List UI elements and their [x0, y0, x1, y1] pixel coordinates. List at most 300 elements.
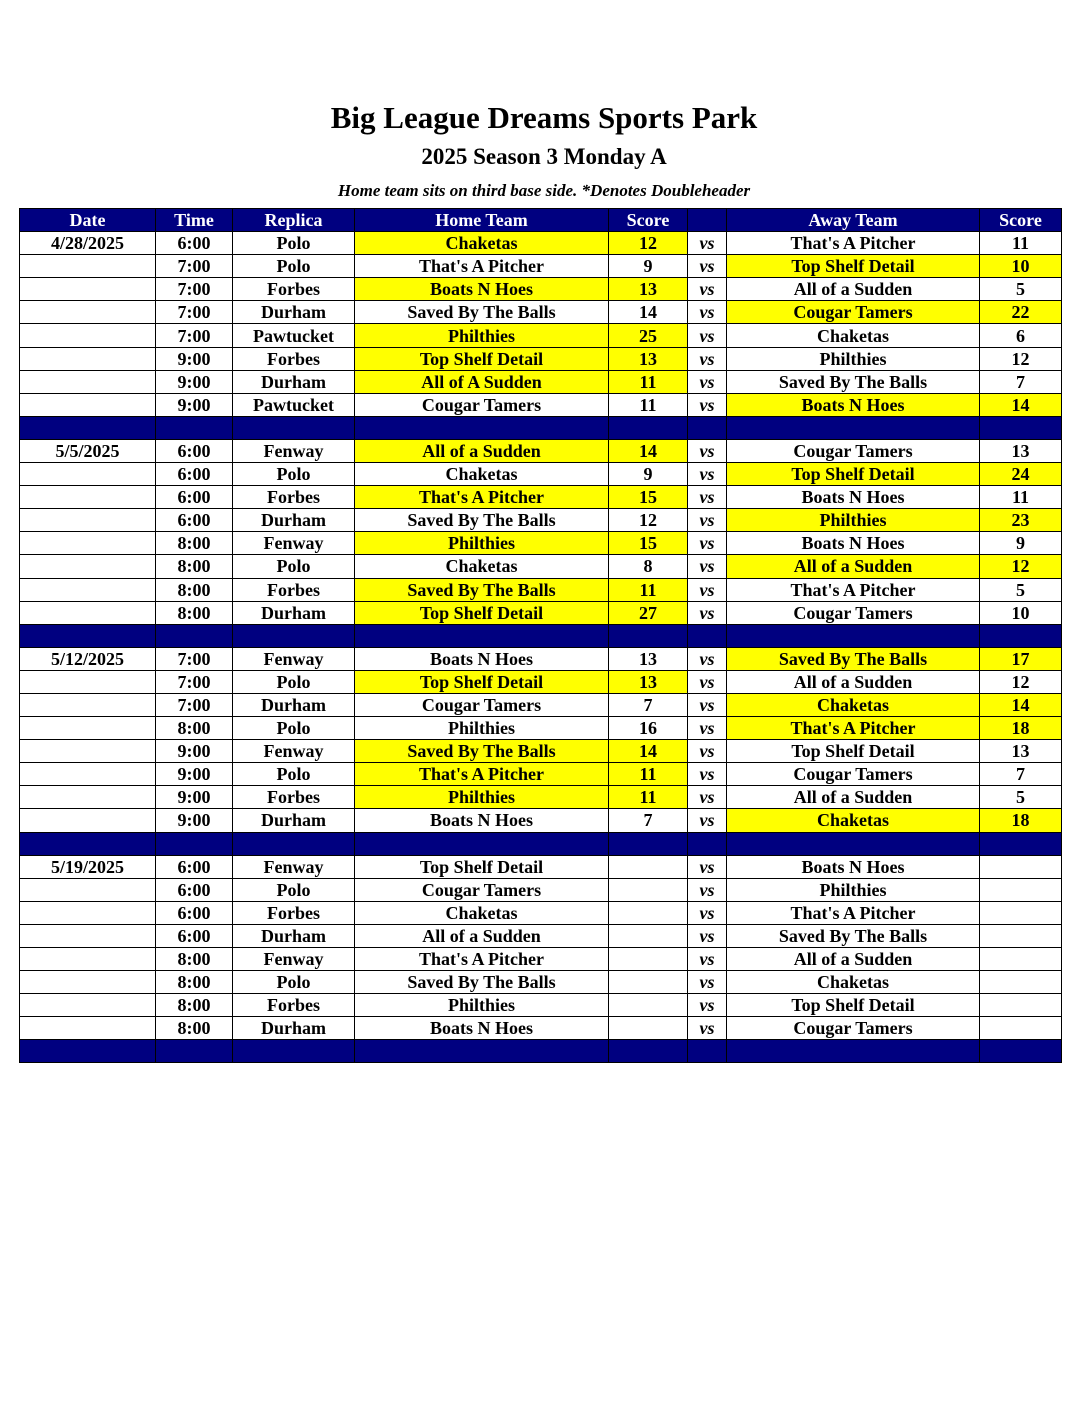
away-team-cell: Chaketas — [727, 693, 980, 716]
date-cell — [20, 555, 156, 578]
time-cell: 7:00 — [156, 693, 233, 716]
replica-cell: Polo — [233, 463, 355, 486]
home-team-cell: Saved By The Balls — [355, 740, 609, 763]
time-cell: 8:00 — [156, 1017, 233, 1040]
header-vs — [688, 209, 727, 232]
vs-cell: vs — [688, 901, 727, 924]
time-cell: 9:00 — [156, 347, 233, 370]
date-cell: 5/12/2025 — [20, 647, 156, 670]
away-team-cell: Cougar Tamers — [727, 439, 980, 462]
away-team-cell: Chaketas — [727, 324, 980, 347]
time-cell: 7:00 — [156, 647, 233, 670]
separator-cell — [20, 832, 156, 855]
away-score-cell: 14 — [980, 393, 1062, 416]
home-team-cell: All of a Sudden — [355, 924, 609, 947]
home-score-cell — [609, 971, 688, 994]
replica-cell: Forbes — [233, 901, 355, 924]
away-team-cell: Boats N Hoes — [727, 393, 980, 416]
home-score-cell: 14 — [609, 439, 688, 462]
time-cell: 8:00 — [156, 717, 233, 740]
replica-cell: Pawtucket — [233, 393, 355, 416]
away-team-cell: Top Shelf Detail — [727, 994, 980, 1017]
time-cell: 6:00 — [156, 463, 233, 486]
time-cell: 6:00 — [156, 439, 233, 462]
table-row — [20, 301, 1062, 324]
home-score-cell: 13 — [609, 647, 688, 670]
home-team-cell: Chaketas — [355, 232, 609, 255]
away-team-cell: Saved By The Balls — [727, 647, 980, 670]
separator-cell — [156, 416, 233, 439]
home-score-cell — [609, 924, 688, 947]
vs-cell: vs — [688, 278, 727, 301]
time-cell: 8:00 — [156, 601, 233, 624]
table-row — [20, 463, 1062, 486]
date-cell — [20, 786, 156, 809]
away-score-cell: 11 — [980, 486, 1062, 509]
home-score-cell — [609, 994, 688, 1017]
separator-cell — [233, 832, 355, 855]
separator-row — [20, 416, 1062, 439]
separator-cell — [609, 416, 688, 439]
home-team-cell: Chaketas — [355, 463, 609, 486]
time-cell: 8:00 — [156, 948, 233, 971]
schedule-table — [19, 208, 1062, 1063]
home-team-cell: Boats N Hoes — [355, 647, 609, 670]
vs-cell: vs — [688, 994, 727, 1017]
separator-cell — [727, 832, 980, 855]
time-cell: 9:00 — [156, 786, 233, 809]
away-score-cell — [980, 878, 1062, 901]
home-score-cell: 9 — [609, 463, 688, 486]
home-team-cell: All of a Sudden — [355, 439, 609, 462]
away-score-cell: 5 — [980, 786, 1062, 809]
separator-cell — [355, 1040, 609, 1063]
time-cell: 8:00 — [156, 994, 233, 1017]
vs-cell: vs — [688, 232, 727, 255]
away-team-cell: Top Shelf Detail — [727, 463, 980, 486]
date-cell — [20, 532, 156, 555]
table-row — [20, 809, 1062, 832]
home-score-cell: 11 — [609, 370, 688, 393]
away-team-cell: All of a Sudden — [727, 786, 980, 809]
separator-cell — [156, 1040, 233, 1063]
away-team-cell: Cougar Tamers — [727, 1017, 980, 1040]
separator-cell — [688, 624, 727, 647]
replica-cell: Durham — [233, 509, 355, 532]
table-row — [20, 855, 1062, 878]
home-team-cell: Chaketas — [355, 555, 609, 578]
home-team-cell: Chaketas — [355, 901, 609, 924]
away-team-cell: Boats N Hoes — [727, 855, 980, 878]
separator-cell — [355, 624, 609, 647]
away-score-cell: 24 — [980, 463, 1062, 486]
time-cell: 9:00 — [156, 809, 233, 832]
home-score-cell: 13 — [609, 347, 688, 370]
home-score-cell: 27 — [609, 601, 688, 624]
home-score-cell — [609, 948, 688, 971]
table-row — [20, 601, 1062, 624]
vs-cell: vs — [688, 439, 727, 462]
away-team-cell: Boats N Hoes — [727, 532, 980, 555]
vs-cell: vs — [688, 347, 727, 370]
vs-cell: vs — [688, 532, 727, 555]
date-cell — [20, 301, 156, 324]
away-team-cell: All of a Sudden — [727, 670, 980, 693]
home-team-cell: Philthies — [355, 994, 609, 1017]
date-cell — [20, 1017, 156, 1040]
away-score-cell: 5 — [980, 578, 1062, 601]
away-team-cell: Chaketas — [727, 971, 980, 994]
time-cell: 7:00 — [156, 278, 233, 301]
replica-cell: Fenway — [233, 855, 355, 878]
away-team-cell: Saved By The Balls — [727, 924, 980, 947]
table-row — [20, 971, 1062, 994]
time-cell: 8:00 — [156, 555, 233, 578]
home-score-cell: 11 — [609, 578, 688, 601]
table-row — [20, 1017, 1062, 1040]
away-score-cell: 12 — [980, 347, 1062, 370]
table-row — [20, 924, 1062, 947]
replica-cell: Fenway — [233, 532, 355, 555]
away-team-cell: That's A Pitcher — [727, 901, 980, 924]
replica-cell: Durham — [233, 924, 355, 947]
table-row — [20, 232, 1062, 255]
replica-cell: Fenway — [233, 439, 355, 462]
home-team-cell: Philthies — [355, 717, 609, 740]
away-score-cell: 18 — [980, 809, 1062, 832]
replica-cell: Pawtucket — [233, 324, 355, 347]
home-team-cell: Top Shelf Detail — [355, 347, 609, 370]
separator-cell — [233, 624, 355, 647]
vs-cell: vs — [688, 971, 727, 994]
time-cell: 6:00 — [156, 232, 233, 255]
away-team-cell: That's A Pitcher — [727, 232, 980, 255]
home-team-cell: Saved By The Balls — [355, 509, 609, 532]
header-away-team: Away Team — [727, 209, 980, 232]
header-replica: Replica — [233, 209, 355, 232]
table-row — [20, 763, 1062, 786]
date-cell — [20, 994, 156, 1017]
separator-cell — [233, 416, 355, 439]
vs-cell: vs — [688, 578, 727, 601]
away-score-cell: 13 — [980, 740, 1062, 763]
replica-cell: Durham — [233, 693, 355, 716]
home-team-cell: Top Shelf Detail — [355, 601, 609, 624]
replica-cell: Durham — [233, 1017, 355, 1040]
table-row — [20, 347, 1062, 370]
replica-cell: Polo — [233, 763, 355, 786]
away-team-cell: Philthies — [727, 347, 980, 370]
home-team-cell: Top Shelf Detail — [355, 670, 609, 693]
table-row — [20, 901, 1062, 924]
vs-cell: vs — [688, 647, 727, 670]
away-score-cell: 7 — [980, 763, 1062, 786]
date-cell — [20, 463, 156, 486]
date-cell — [20, 601, 156, 624]
home-score-cell: 15 — [609, 486, 688, 509]
separator-cell — [727, 624, 980, 647]
vs-cell: vs — [688, 809, 727, 832]
date-cell — [20, 578, 156, 601]
home-team-cell: Cougar Tamers — [355, 878, 609, 901]
vs-cell: vs — [688, 1017, 727, 1040]
replica-cell: Polo — [233, 232, 355, 255]
away-team-cell: That's A Pitcher — [727, 717, 980, 740]
home-score-cell: 7 — [609, 693, 688, 716]
away-score-cell: 12 — [980, 555, 1062, 578]
table-row — [20, 693, 1062, 716]
replica-cell: Polo — [233, 255, 355, 278]
away-team-cell: All of a Sudden — [727, 278, 980, 301]
away-team-cell: Saved By The Balls — [727, 370, 980, 393]
table-row — [20, 439, 1062, 462]
replica-cell: Forbes — [233, 578, 355, 601]
home-score-cell: 12 — [609, 509, 688, 532]
date-cell — [20, 693, 156, 716]
date-cell — [20, 948, 156, 971]
replica-cell: Durham — [233, 301, 355, 324]
away-score-cell — [980, 901, 1062, 924]
away-team-cell: All of a Sudden — [727, 948, 980, 971]
time-cell: 6:00 — [156, 486, 233, 509]
vs-cell: vs — [688, 763, 727, 786]
time-cell: 7:00 — [156, 301, 233, 324]
date-cell — [20, 809, 156, 832]
away-score-cell — [980, 855, 1062, 878]
away-team-cell: All of a Sudden — [727, 555, 980, 578]
home-score-cell — [609, 1017, 688, 1040]
home-team-cell: Top Shelf Detail — [355, 855, 609, 878]
time-cell: 6:00 — [156, 901, 233, 924]
away-score-cell: 22 — [980, 301, 1062, 324]
separator-row — [20, 832, 1062, 855]
table-row — [20, 278, 1062, 301]
away-score-cell: 23 — [980, 509, 1062, 532]
home-score-cell: 15 — [609, 532, 688, 555]
date-cell — [20, 278, 156, 301]
page-subtitle: 2025 Season 3 Monday A — [421, 144, 667, 169]
time-cell: 8:00 — [156, 971, 233, 994]
separator-cell — [20, 624, 156, 647]
table-row — [20, 509, 1062, 532]
home-team-cell: Boats N Hoes — [355, 278, 609, 301]
vs-cell: vs — [688, 601, 727, 624]
replica-cell: Polo — [233, 717, 355, 740]
vs-cell: vs — [688, 717, 727, 740]
replica-cell: Forbes — [233, 994, 355, 1017]
away-score-cell — [980, 948, 1062, 971]
table-row — [20, 786, 1062, 809]
replica-cell: Durham — [233, 809, 355, 832]
date-cell: 5/5/2025 — [20, 439, 156, 462]
away-score-cell: 12 — [980, 670, 1062, 693]
vs-cell: vs — [688, 301, 727, 324]
vs-cell: vs — [688, 924, 727, 947]
home-team-cell: All of A Sudden — [355, 370, 609, 393]
away-team-cell: Cougar Tamers — [727, 301, 980, 324]
home-score-cell: 25 — [609, 324, 688, 347]
table-row — [20, 532, 1062, 555]
away-score-cell: 10 — [980, 255, 1062, 278]
home-team-cell: Saved By The Balls — [355, 971, 609, 994]
home-score-cell: 13 — [609, 278, 688, 301]
separator-row — [20, 1040, 1062, 1063]
vs-cell: vs — [688, 463, 727, 486]
separator-cell — [233, 1040, 355, 1063]
home-score-cell: 12 — [609, 232, 688, 255]
schedule-note: Home team sits on third base side. *Denotes Doubleheader — [337, 181, 751, 200]
separator-cell — [20, 1040, 156, 1063]
separator-cell — [20, 416, 156, 439]
separator-cell — [688, 1040, 727, 1063]
separator-cell — [355, 416, 609, 439]
away-score-cell: 18 — [980, 717, 1062, 740]
replica-cell: Polo — [233, 878, 355, 901]
time-cell: 7:00 — [156, 670, 233, 693]
away-score-cell — [980, 994, 1062, 1017]
replica-cell: Fenway — [233, 647, 355, 670]
away-score-cell: 17 — [980, 647, 1062, 670]
date-cell — [20, 393, 156, 416]
replica-cell: Durham — [233, 370, 355, 393]
home-team-cell: That's A Pitcher — [355, 763, 609, 786]
time-cell: 6:00 — [156, 878, 233, 901]
time-cell: 8:00 — [156, 578, 233, 601]
away-score-cell — [980, 924, 1062, 947]
home-score-cell: 11 — [609, 763, 688, 786]
home-score-cell: 14 — [609, 740, 688, 763]
separator-cell — [688, 832, 727, 855]
separator-cell — [609, 624, 688, 647]
home-score-cell: 11 — [609, 786, 688, 809]
replica-cell: Forbes — [233, 347, 355, 370]
separator-cell — [156, 832, 233, 855]
time-cell: 9:00 — [156, 740, 233, 763]
home-team-cell: Philthies — [355, 786, 609, 809]
home-score-cell: 11 — [609, 393, 688, 416]
date-cell — [20, 347, 156, 370]
time-cell: 7:00 — [156, 324, 233, 347]
vs-cell: vs — [688, 878, 727, 901]
table-row — [20, 878, 1062, 901]
time-cell: 6:00 — [156, 924, 233, 947]
time-cell: 8:00 — [156, 532, 233, 555]
time-cell: 7:00 — [156, 255, 233, 278]
home-team-cell: Saved By The Balls — [355, 578, 609, 601]
table-row — [20, 370, 1062, 393]
date-cell — [20, 971, 156, 994]
date-cell — [20, 486, 156, 509]
away-team-cell: Chaketas — [727, 809, 980, 832]
away-score-cell: 11 — [980, 232, 1062, 255]
vs-cell: vs — [688, 509, 727, 532]
table-row — [20, 578, 1062, 601]
separator-cell — [609, 1040, 688, 1063]
separator-row — [20, 624, 1062, 647]
replica-cell: Polo — [233, 670, 355, 693]
date-cell — [20, 255, 156, 278]
vs-cell: vs — [688, 786, 727, 809]
away-team-cell: Boats N Hoes — [727, 486, 980, 509]
home-team-cell: Boats N Hoes — [355, 809, 609, 832]
table-row — [20, 486, 1062, 509]
away-score-cell: 10 — [980, 601, 1062, 624]
home-score-cell: 8 — [609, 555, 688, 578]
home-team-cell: Philthies — [355, 324, 609, 347]
separator-cell — [609, 832, 688, 855]
table-row — [20, 393, 1062, 416]
table-row — [20, 670, 1062, 693]
replica-cell: Fenway — [233, 948, 355, 971]
time-cell: 9:00 — [156, 763, 233, 786]
separator-cell — [688, 416, 727, 439]
date-cell — [20, 509, 156, 532]
home-team-cell: That's A Pitcher — [355, 486, 609, 509]
home-score-cell — [609, 878, 688, 901]
header-time: Time — [156, 209, 233, 232]
table-header-row — [20, 209, 1062, 232]
away-score-cell: 7 — [980, 370, 1062, 393]
replica-cell: Durham — [233, 601, 355, 624]
date-cell — [20, 763, 156, 786]
replica-cell: Forbes — [233, 786, 355, 809]
date-cell — [20, 324, 156, 347]
away-score-cell — [980, 1017, 1062, 1040]
away-score-cell: 9 — [980, 532, 1062, 555]
home-score-cell: 7 — [609, 809, 688, 832]
separator-cell — [727, 416, 980, 439]
home-team-cell: That's A Pitcher — [355, 255, 609, 278]
date-cell — [20, 370, 156, 393]
table-row — [20, 255, 1062, 278]
home-score-cell: 9 — [609, 255, 688, 278]
date-cell — [20, 670, 156, 693]
time-cell: 6:00 — [156, 509, 233, 532]
vs-cell: vs — [688, 486, 727, 509]
away-team-cell: Cougar Tamers — [727, 601, 980, 624]
home-score-cell — [609, 855, 688, 878]
away-team-cell: Philthies — [727, 509, 980, 532]
separator-cell — [980, 832, 1062, 855]
table-row — [20, 994, 1062, 1017]
replica-cell: Fenway — [233, 740, 355, 763]
vs-cell: vs — [688, 855, 727, 878]
vs-cell: vs — [688, 255, 727, 278]
home-score-cell: 16 — [609, 717, 688, 740]
separator-cell — [980, 1040, 1062, 1063]
away-score-cell: 13 — [980, 439, 1062, 462]
separator-cell — [156, 624, 233, 647]
time-cell: 6:00 — [156, 855, 233, 878]
home-team-cell: Saved By The Balls — [355, 301, 609, 324]
separator-cell — [727, 1040, 980, 1063]
header-date: Date — [20, 209, 156, 232]
replica-cell: Forbes — [233, 278, 355, 301]
table-row — [20, 948, 1062, 971]
table-row — [20, 717, 1062, 740]
away-score-cell: 5 — [980, 278, 1062, 301]
vs-cell: vs — [688, 948, 727, 971]
header-home-team: Home Team — [355, 209, 609, 232]
away-score-cell — [980, 971, 1062, 994]
date-cell: 4/28/2025 — [20, 232, 156, 255]
home-score-cell: 13 — [609, 670, 688, 693]
header-home-score: Score — [609, 209, 688, 232]
vs-cell: vs — [688, 740, 727, 763]
time-cell: 9:00 — [156, 370, 233, 393]
table-row — [20, 740, 1062, 763]
away-team-cell: Top Shelf Detail — [727, 740, 980, 763]
